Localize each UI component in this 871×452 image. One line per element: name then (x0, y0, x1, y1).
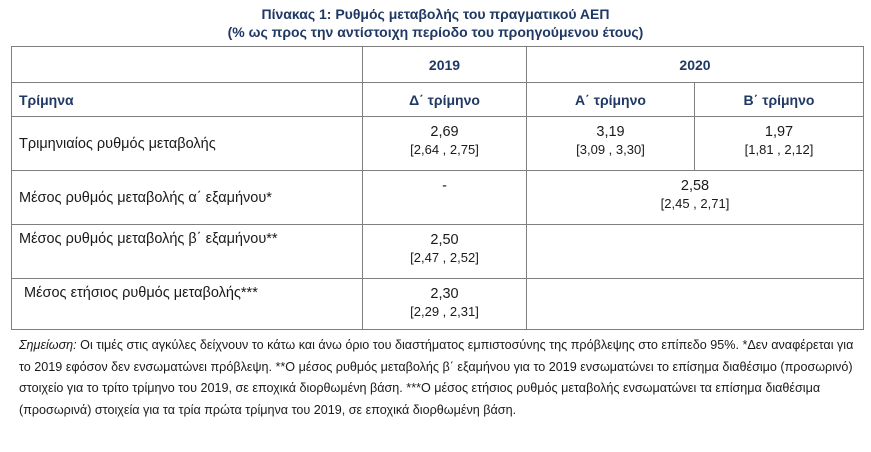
table-title: Πίνακας 1: Ρυθμός μεταβολής του πραγματικού ΑΕΠ (261, 6, 610, 22)
value-cell (363, 279, 527, 330)
row-label: Μέσος ετήσιος ρυθμός μεταβολής*** (12, 279, 363, 330)
table-row (12, 117, 864, 171)
value: 2,69 (430, 124, 459, 140)
table-row (12, 171, 864, 225)
confidence-interval: [1,81 , 2,12] (744, 142, 814, 157)
value-cell (363, 171, 527, 225)
value-cell (695, 117, 864, 171)
year-2020-header: 2020 (527, 47, 864, 83)
value: - (442, 178, 447, 194)
table-row (12, 225, 864, 279)
q4-2019-header: Δ΄ τρίμηνο (363, 83, 527, 117)
value-cell (527, 117, 695, 171)
confidence-interval: [2,64 , 2,75] (410, 142, 479, 157)
note-text: Οι τιμές στις αγκύλες δείχνουν το κάτω και άνω όριο του διαστήματος εμπιστοσύνης της πρόβλεψης στο επίπεδο 95%. *Δεν αναφέρεται για το 2019 εφόσον δεν ενσωματώνει πρόβλεψη. **Ο μέσος ρυθμός μεταβολής β΄ εξαμήνου για το 2019 ενσωματώνει το επίσημα διαθέσιμο (προσωρινό) στοιχείο για το τρίτο τρίμηνο του 2019, σε εποχικά διορθωμένη βάση. ***Ο μέσος ετήσιος ρυθμός μεταβολής ενσωματώνει τα επίσημα διαθέσιμα (προσωρινά) στοιχεία για τα τρία πρώτα τρίμηνα του 2019, σε εποχικά διορθωμένη βάση. (19, 338, 854, 417)
value: 2,58 (680, 178, 710, 194)
note-prefix: Σημείωση: (19, 338, 77, 352)
year-header-row (12, 47, 864, 83)
confidence-interval: [3,09 , 3,30] (576, 142, 645, 157)
value: 2,50 (430, 232, 459, 248)
year-2019-header: 2019 (363, 47, 527, 83)
q2-2020-header: Β΄ τρίμηνο (695, 83, 864, 117)
row-label: Μέσος ρυθμός μεταβολής β΄ εξαμήνου** (12, 225, 363, 279)
value-cell (363, 225, 527, 279)
value-cell (527, 171, 864, 225)
value-cell (363, 117, 527, 171)
value: 1,97 (764, 124, 794, 140)
empty-header-cell (12, 47, 363, 83)
value: 3,19 (596, 124, 625, 140)
empty-cell (527, 279, 864, 330)
confidence-interval: [2,29 , 2,31] (410, 304, 479, 319)
footnote (19, 335, 864, 421)
gdp-table (11, 46, 864, 330)
row-label: Μέσος ρυθμός μεταβολής α΄ εξαμήνου* (12, 171, 363, 225)
value: 2,30 (430, 286, 459, 302)
confidence-interval: [2,47 , 2,52] (410, 250, 479, 265)
quarter-header-row (12, 83, 864, 117)
quarters-column-label: Τρίμηνα (12, 83, 363, 117)
row-label: Τριμηνιαίος ρυθμός μεταβολής (12, 117, 363, 171)
confidence-interval: [2,45 , 2,71] (660, 196, 730, 211)
table-row (12, 279, 864, 330)
table-subtitle: (% ως προς την αντίστοιχη περίοδο του προηγούμενου έτους) (227, 24, 644, 40)
empty-cell (527, 225, 864, 279)
q1-2020-header: Α΄ τρίμηνο (527, 83, 695, 117)
